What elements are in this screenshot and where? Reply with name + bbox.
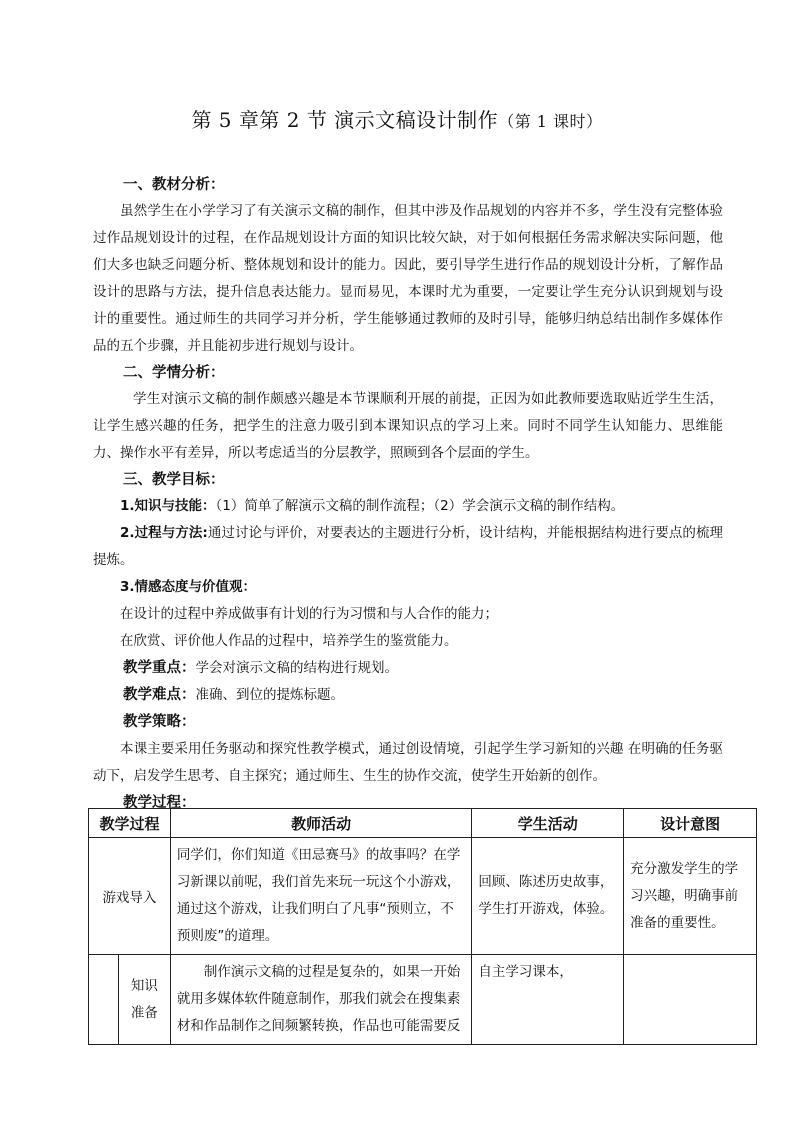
goal-3-label: 3.情感态度与价值观： bbox=[120, 579, 257, 595]
goal-1-label: 1.知识与技能： bbox=[120, 498, 216, 514]
document-body bbox=[93, 172, 723, 817]
goal-2-label: 2.过程与方法: bbox=[120, 525, 208, 541]
title-sub: （第 1 课时） bbox=[498, 112, 603, 131]
row1-intent: 充分激发学生的学习兴趣，明确事前准备的重要性。 bbox=[624, 838, 757, 955]
section-heading-1: 一、教材分析： bbox=[123, 177, 225, 193]
goal-1 bbox=[93, 493, 723, 520]
header-intent: 设计意图 bbox=[624, 809, 757, 838]
key-point-text: 学会对演示文稿的结构进行规划。 bbox=[195, 660, 398, 676]
header-stage: 教学过程 bbox=[89, 809, 171, 838]
row1-teacher: 同学们，你们知道《田忌赛马》的故事吗？在学习新课以前呢，我们首先来玩一玩这个小游戏，通过这个游戏，让我们明白了凡事“预则立，不预则废”的道理。 bbox=[170, 838, 472, 955]
difficult-point bbox=[93, 682, 723, 709]
key-point bbox=[93, 655, 723, 682]
table-header-row bbox=[89, 809, 757, 838]
section-text-2: 学生对演示文稿的制作颇感兴趣是本节课顺利开展的前提，正因为如此教师要选取贴近学生生活，让学生感兴趣的任务，把学生的注意力吸引到本课知识点的学习上来。同时不同学生认知能力、思维能力、操作水平有差异，所以考虑适当的分层教学，照顾到各个层面的学生。 bbox=[93, 391, 723, 461]
row2-stage: 知识准备 bbox=[118, 955, 170, 1045]
difficult-point-label: 教学难点： bbox=[123, 687, 196, 703]
section-heading-2: 二、学情分析： bbox=[123, 365, 225, 381]
row2-student: 自主学习课本， bbox=[472, 955, 624, 1045]
row1-student: 回顾、陈述历史故事，学生打开游戏，体验。 bbox=[472, 838, 624, 955]
strategy-label: 教学策略： bbox=[123, 714, 196, 730]
row2-intent bbox=[624, 955, 757, 1045]
goal-2-text: 通过讨论与评价，对要表达的主题进行分析，设计结构，并能根据结构进行要点的梳理提炼。 bbox=[93, 525, 724, 568]
header-student: 学生活动 bbox=[472, 809, 624, 838]
page-title bbox=[0, 104, 794, 133]
row2-empty-cell bbox=[89, 955, 119, 1045]
goal-1-text: （1）简单了解演示文稿的制作流程；（2）学会演示文稿的制作结构。 bbox=[215, 498, 625, 514]
header-teacher: 教师活动 bbox=[170, 809, 472, 838]
process-label: 教学过程： bbox=[123, 795, 196, 811]
title-main: 第 5 章第 2 节 演示文稿设计制作 bbox=[191, 108, 499, 132]
goal-3-line-2: 在欣赏、评价他人作品的过程中，培养学生的鉴赏能力。 bbox=[120, 633, 458, 649]
difficult-point-text: 准确、到位的提炼标题。 bbox=[195, 687, 344, 703]
key-point-label: 教学重点： bbox=[123, 660, 196, 676]
row2-teacher: 制作演示文稿的过程是复杂的，如果一开始就用多媒体软件随意制作，那我们就会在搜集素材和作品制作之间频繁转换，作品也可能需要反 bbox=[170, 955, 472, 1045]
goal-3-line-1: 在设计的过程中养成做事有计划的行为习惯和与人合作的能力； bbox=[120, 606, 498, 622]
strategy-text: 本课主要采用任务驱动和探究性教学模式，通过创设情境，引起学生学习新知的兴趣 在明确的任务驱动下，启发学生思考、自主探究；通过师生、生生的协作交流，使学生开始新的创作。 bbox=[93, 741, 723, 784]
table-row bbox=[89, 955, 757, 1045]
teaching-process-table bbox=[88, 808, 757, 1045]
section-text-1: 虽然学生在小学学习了有关演示文稿的制作，但其中涉及作品规划的内容并不多，学生没有完整体验过作品规划设计的过程，在作品规划设计方面的知识比较欠缺，对于如何根据任务需求解决实际问题，他们大多也缺乏问题分析、整体规划和设计的能力。因此，要引导学生进行作品的规划设计分析，了解作品设计的思路与方法，提升信息表达能力。显而易见，本课时尤为重要，一定要让学生充分认识到规划与设计的重要性。通过师生的共同学习并分析，学生能够通过教师的及时引导，能够归纳总结出制作多媒体作品的五个步骤，并且能初步进行规划与设计。 bbox=[93, 203, 723, 354]
goal-2 bbox=[93, 520, 723, 574]
table-row bbox=[89, 838, 757, 955]
section-heading-3: 三、教学目标： bbox=[123, 472, 225, 488]
row1-stage: 游戏导入 bbox=[89, 838, 171, 955]
